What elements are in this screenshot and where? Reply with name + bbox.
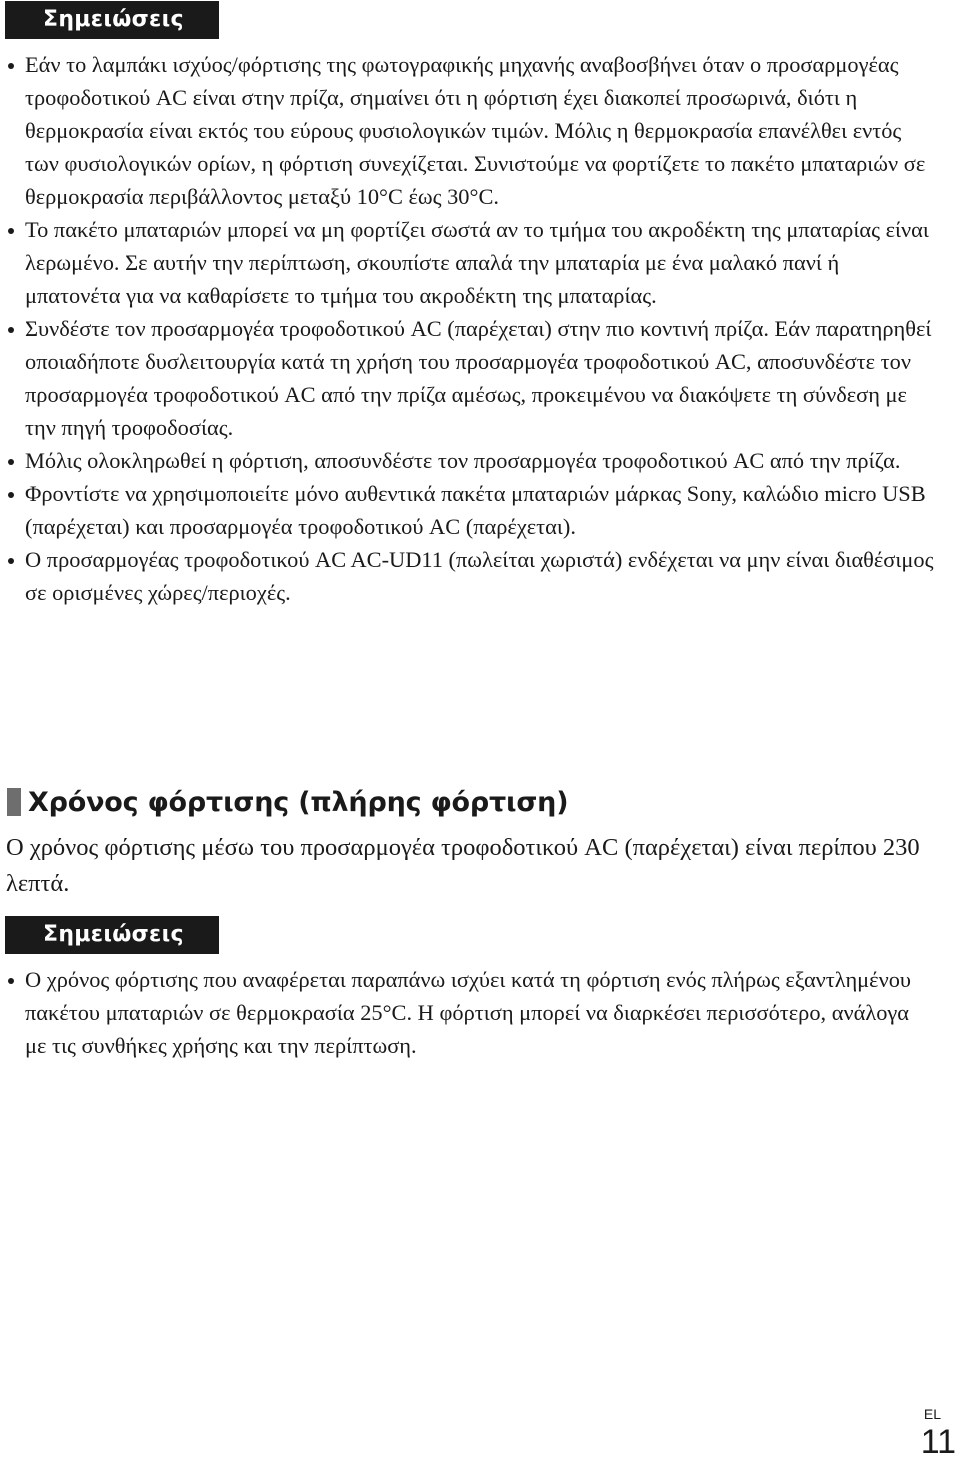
notes-list xyxy=(0,48,935,609)
section-heading-text: Χρόνος φόρτισης (πλήρης φόρτιση) xyxy=(28,786,569,818)
notes-label: Σημειώσεις xyxy=(5,916,219,954)
bullet-icon xyxy=(8,492,14,498)
section-heading xyxy=(7,782,568,822)
list-item-text: Εάν το λαμπάκι ισχύος/φόρτισης της φωτογραφικής μηχανής αναβοσβήνει όταν ο προσαρμογέας τροφοδοτικού AC είναι στην πρίζα, σημαίνει ότι η φόρτιση έχει διακοπεί προσωρινά, διότι η θερμοκρασία είναι εκτός του εύρους φυσιολογικών τιμών. Μόλις η θερμοκρασία επανέλθει εντός των φυσιολογικών ορίων, η φόρτιση συνεχίζεται. Συνιστούμε να φορτίζετε το πακέτο μπαταριών σε θερμοκρασία περιβάλλοντος μεταξύ 10°C έως 30°C. xyxy=(25,52,926,209)
bullet-icon xyxy=(8,228,14,234)
list-item-text: Συνδέστε τον προσαρμογέα τροφοδοτικού AC (παρέχεται) στην πιο κοντινή πρίζα. Εάν παρατηρηθεί οποιαδήποτε δυσλειτουργία κατά τη χρήση του προσαρμογέα τροφοδοτικού AC, αποσυνδέστε τον προσαρμογέα τροφοδοτικού AC από την πρίζα αμέσως, προκειμένου να διακόψετε τη σύνδεση με την πηγή τροφοδοσίας. xyxy=(25,316,932,440)
list-item-text: Μόλις ολοκληρωθεί η φόρτιση, αποσυνδέστε τον προσαρμογέα τροφοδοτικού AC από την πρίζα. xyxy=(25,448,901,473)
notes-label: Σημειώσεις xyxy=(5,1,219,39)
list-item xyxy=(0,213,935,312)
bullet-icon xyxy=(8,63,14,69)
page-number: 11 xyxy=(920,1423,956,1461)
notes-list xyxy=(0,963,935,1062)
bullet-icon xyxy=(8,558,14,564)
list-item-text: Φροντίστε να χρησιμοποιείτε μόνο αυθεντικά πακέτα μπαταριών μάρκας Sony, καλώδιο micro USB (παρέχεται) και προσαρμογέα τροφοδοτικού AC (παρέχεται). xyxy=(25,481,926,539)
list-item xyxy=(0,963,935,1062)
bullet-icon xyxy=(8,978,14,984)
list-item xyxy=(0,312,935,444)
section-body: Ο χρόνος φόρτισης μέσω του προσαρμογέα τροφοδοτικού AC (παρέχεται) είναι περίπου 230 λεπτά. xyxy=(6,834,920,897)
list-item xyxy=(0,444,935,477)
page-language: EL xyxy=(923,1406,941,1422)
bullet-icon xyxy=(8,327,14,333)
list-item-text: Ο προσαρμογέας τροφοδοτικού AC AC-UD11 (πωλείται χωριστά) ενδέχεται να μην είναι διαθέσιμος σε ορισμένες χώρες/περιοχές. xyxy=(25,547,934,605)
list-item xyxy=(0,477,935,543)
bullet-icon xyxy=(8,459,14,465)
list-item xyxy=(0,543,935,609)
list-item xyxy=(0,48,935,213)
list-item-text: Το πακέτο μπαταριών μπορεί να μη φορτίζει σωστά αν το τμήμα του ακροδέκτη της μπαταρίας είναι λερωμένο. Σε αυτήν την περίπτωση, σκουπίστε απαλά την μπαταρία με ένα μαλακό πανί ή μπατονέτα για να καθαρίσετε το τμήμα του ακροδέκτη της μπαταρίας. xyxy=(25,217,929,308)
list-item-text: Ο χρόνος φόρτισης που αναφέρεται παραπάνω ισχύει κατά τη φόρτιση ενός πλήρως εξαντλημένου πακέτου μπαταριών σε θερμοκρασία 25°C. Η φόρτιση μπορεί να διαρκέσει περισσότερο, ανάλογα με τις συνθήκες χρήσης και την περίπτωση. xyxy=(25,967,911,1058)
heading-marker-icon xyxy=(7,788,21,816)
